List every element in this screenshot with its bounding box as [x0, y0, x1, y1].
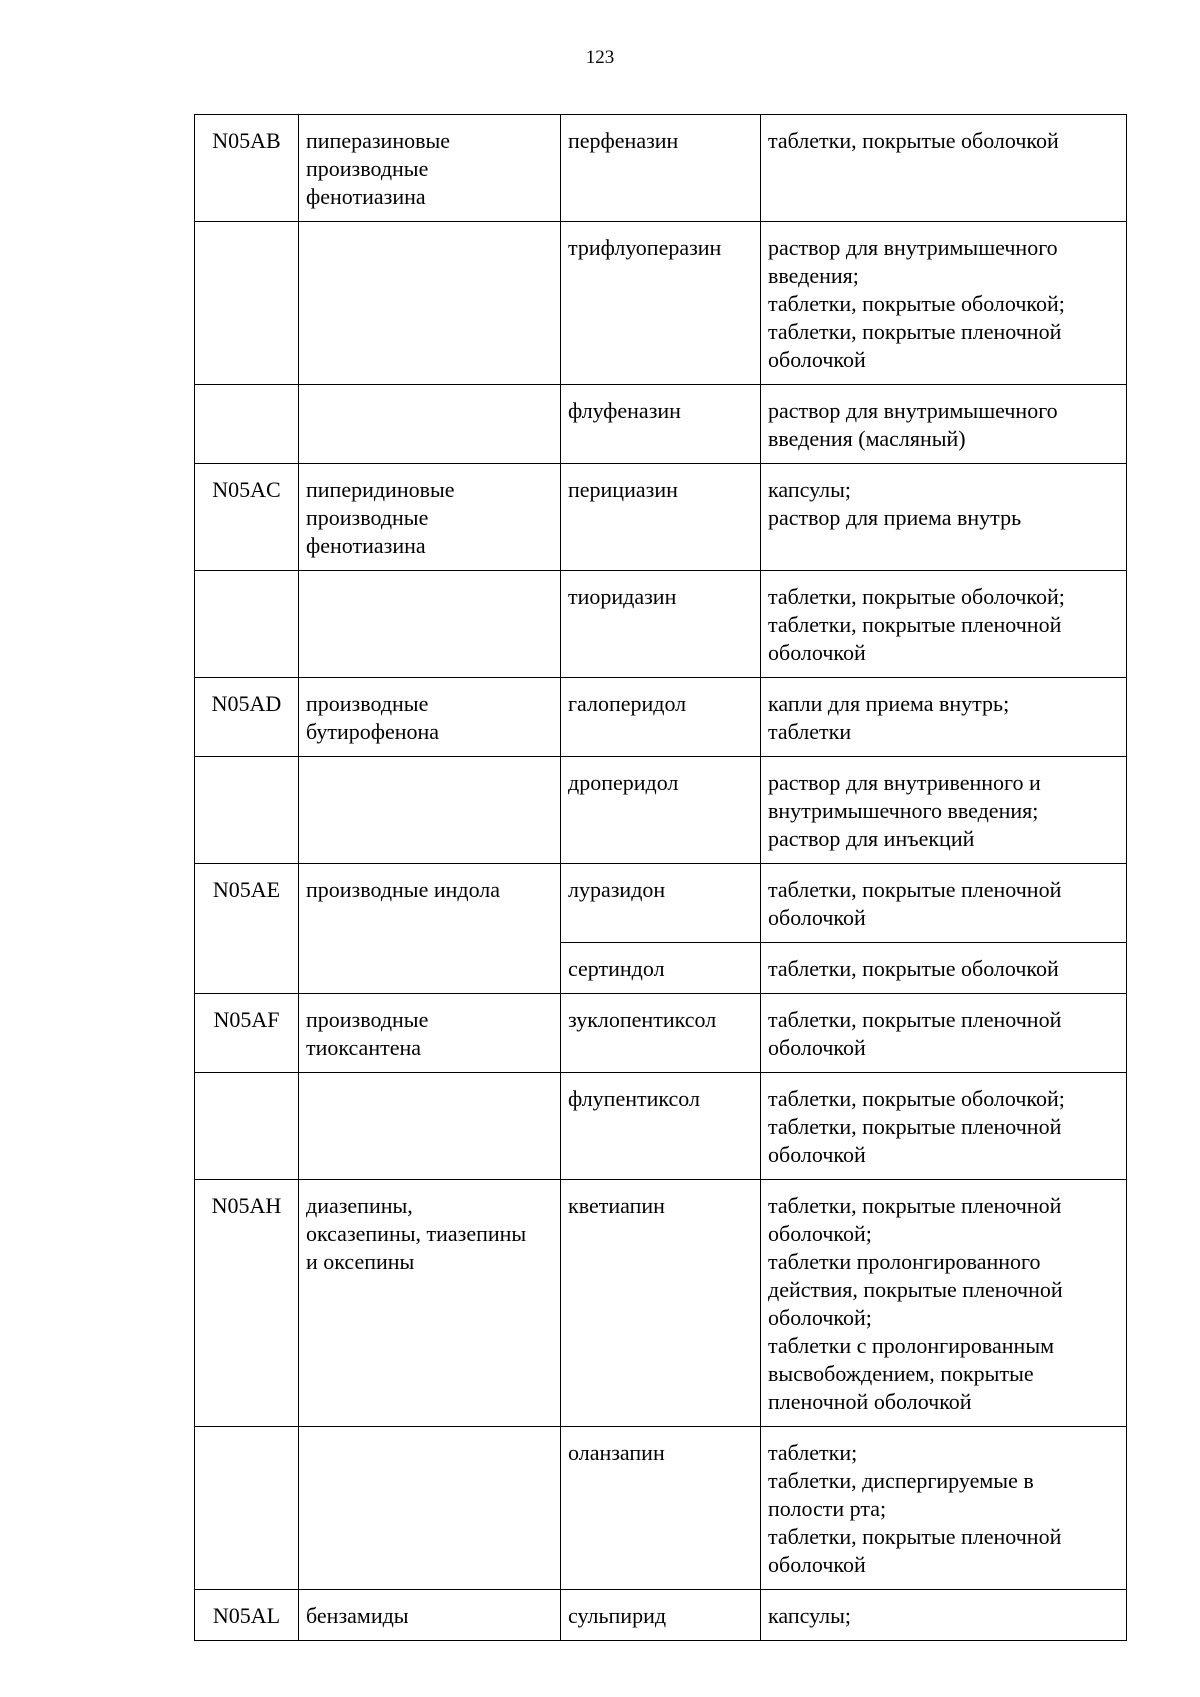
dosage-form-line: капсулы; — [768, 477, 851, 502]
dosage-form-line: таблетки с пролонгированным — [768, 1333, 1055, 1358]
table-row — [195, 864, 1127, 943]
group-line: бензамиды — [306, 1603, 409, 1628]
dosage-form-line: полости рта; — [768, 1496, 887, 1521]
dosage-form-line: таблетки, покрытые оболочкой — [768, 128, 1059, 153]
table-row — [195, 1073, 1127, 1180]
atc-code-cell: N05AE — [195, 864, 299, 994]
dosage-forms-cell — [761, 678, 1127, 757]
dosage-form-line: раствор для инъекций — [768, 826, 975, 851]
dosage-form-line: таблетки, покрытые пленочной — [768, 1114, 1062, 1139]
dosage-forms-cell — [761, 1180, 1127, 1427]
dosage-form-line: действия, покрытые пленочной — [768, 1277, 1063, 1302]
dosage-form-line: высвобождением, покрытые — [768, 1361, 1034, 1386]
dosage-form-line: капсулы; — [768, 1603, 851, 1628]
dosage-form-line: введения; — [768, 263, 859, 288]
dosage-form-line: оболочкой — [768, 1552, 866, 1577]
group-line: диазепины, — [306, 1193, 413, 1218]
group-line: производные — [306, 691, 429, 716]
dosage-form-line: таблетки; — [768, 1440, 858, 1465]
dosage-forms-cell — [761, 1427, 1127, 1590]
dosage-forms-cell — [761, 943, 1127, 994]
table-row — [195, 115, 1127, 222]
drug-name-cell: дроперидол — [561, 757, 761, 864]
table-row — [195, 1427, 1127, 1590]
dosage-form-line: таблетки, покрытые оболочкой; — [768, 584, 1065, 609]
drug-name-cell: флуфеназин — [561, 385, 761, 464]
atc-code-cell: N05AD — [195, 678, 299, 757]
table-row — [195, 385, 1127, 464]
dosage-form-line: оболочкой; — [768, 1221, 872, 1246]
dosage-form-line: капли для приема внутрь; — [768, 691, 1010, 716]
drug-name-cell: флупентиксол — [561, 1073, 761, 1180]
atc-code-cell: N05AL — [195, 1590, 299, 1641]
atc-code-cell: N05AC — [195, 464, 299, 571]
group-line: производные — [306, 505, 429, 530]
dosage-form-line: таблетки пролонгированного — [768, 1249, 1041, 1274]
group-line: фенотиазина — [306, 533, 426, 558]
group-cell — [299, 385, 561, 464]
dosage-forms-cell — [761, 864, 1127, 943]
dosage-forms-cell — [761, 385, 1127, 464]
dosage-form-line: таблетки, покрытые оболочкой; — [768, 1086, 1065, 1111]
dosage-form-line: раствор для внутримышечного — [768, 398, 1058, 423]
dosage-form-line: введения (масляный) — [768, 426, 966, 451]
atc-code-cell — [195, 385, 299, 464]
atc-code-cell — [195, 1073, 299, 1180]
dosage-form-line: таблетки, диспергируемые в — [768, 1468, 1034, 1493]
dosage-forms-cell — [761, 1590, 1127, 1641]
table-row — [195, 1590, 1127, 1641]
table-row — [195, 571, 1127, 678]
dosage-form-line: пленочной оболочкой — [768, 1389, 972, 1414]
dosage-forms-cell — [761, 994, 1127, 1073]
dosage-form-line: таблетки, покрытые оболочкой; — [768, 291, 1065, 316]
group-cell — [299, 464, 561, 571]
drug-name-cell: трифлуоперазин — [561, 222, 761, 385]
group-cell — [299, 571, 561, 678]
dosage-forms-cell — [761, 571, 1127, 678]
group-cell — [299, 864, 561, 994]
group-line: и оксепины — [306, 1249, 415, 1274]
group-line: пиперидиновые — [306, 477, 455, 502]
group-cell — [299, 115, 561, 222]
dosage-form-line: таблетки, покрытые пленочной — [768, 612, 1062, 637]
table-body — [195, 115, 1127, 1641]
group-line: производные — [306, 1007, 429, 1032]
drug-name-cell: тиоридазин — [561, 571, 761, 678]
group-line: пиперазиновые — [306, 128, 451, 153]
dosage-form-line: оболочкой — [768, 347, 866, 372]
drug-name-cell: кветиапин — [561, 1180, 761, 1427]
dosage-form-line: таблетки, покрытые пленочной — [768, 319, 1062, 344]
atc-code-cell — [195, 222, 299, 385]
drug-name-cell: перициазин — [561, 464, 761, 571]
dosage-form-line: оболочкой — [768, 905, 866, 930]
dosage-form-line: таблетки, покрытые пленочной — [768, 877, 1062, 902]
table-row — [195, 464, 1127, 571]
drug-name-cell: оланзапин — [561, 1427, 761, 1590]
group-line: бутирофенона — [306, 719, 440, 744]
dosage-forms-cell — [761, 115, 1127, 222]
group-line: оксазепины, тиазепины — [306, 1221, 527, 1246]
dosage-forms-cell — [761, 222, 1127, 385]
dosage-form-line: таблетки, покрытые оболочкой — [768, 956, 1059, 981]
group-cell — [299, 678, 561, 757]
drug-name-cell: сертиндол — [561, 943, 761, 994]
dosage-form-line: оболочкой — [768, 1035, 866, 1060]
dosage-form-line: таблетки, покрытые пленочной — [768, 1193, 1062, 1218]
dosage-forms-cell — [761, 464, 1127, 571]
dosage-form-line: оболочкой; — [768, 1305, 872, 1330]
atc-code-cell — [195, 757, 299, 864]
table-row — [195, 678, 1127, 757]
dosage-form-line: оболочкой — [768, 640, 866, 665]
table-row — [195, 222, 1127, 385]
group-cell — [299, 757, 561, 864]
group-line: производные — [306, 156, 429, 181]
group-cell — [299, 994, 561, 1073]
table-row — [195, 1180, 1127, 1427]
group-line: тиоксантена — [306, 1035, 422, 1060]
atc-code-cell: N05AH — [195, 1180, 299, 1427]
dosage-form-line: таблетки — [768, 719, 852, 744]
group-cell — [299, 1073, 561, 1180]
page-number: 123 — [585, 47, 615, 68]
dosage-form-line: внутримышечного введения; — [768, 798, 1039, 823]
atc-code-cell: N05AF — [195, 994, 299, 1073]
dosage-form-line: таблетки, покрытые пленочной — [768, 1524, 1062, 1549]
group-line: производные индола — [306, 877, 501, 902]
dosage-form-line: раствор для внутримышечного — [768, 235, 1058, 260]
drug-name-cell: зуклопентиксол — [561, 994, 761, 1073]
drug-name-cell: сульпирид — [561, 1590, 761, 1641]
drug-name-cell: галоперидол — [561, 678, 761, 757]
group-line: фенотиазина — [306, 184, 426, 209]
atc-code-cell — [195, 571, 299, 678]
dosage-form-line: оболочкой — [768, 1142, 866, 1167]
dosage-forms-cell — [761, 1073, 1127, 1180]
dosage-forms-cell — [761, 757, 1127, 864]
table-row — [195, 757, 1127, 864]
dosage-form-line: раствор для приема внутрь — [768, 505, 1022, 530]
drug-name-cell: перфеназин — [561, 115, 761, 222]
drug-name-cell: луразидон — [561, 864, 761, 943]
atc-code-cell: N05AB — [195, 115, 299, 222]
group-cell — [299, 222, 561, 385]
atc-code-cell — [195, 1427, 299, 1590]
group-cell — [299, 1427, 561, 1590]
dosage-form-line: раствор для внутривенного и — [768, 770, 1041, 795]
table-row — [195, 994, 1127, 1073]
group-cell — [299, 1590, 561, 1641]
drug-table — [194, 114, 1127, 1641]
group-cell — [299, 1180, 561, 1427]
dosage-form-line: таблетки, покрытые пленочной — [768, 1007, 1062, 1032]
